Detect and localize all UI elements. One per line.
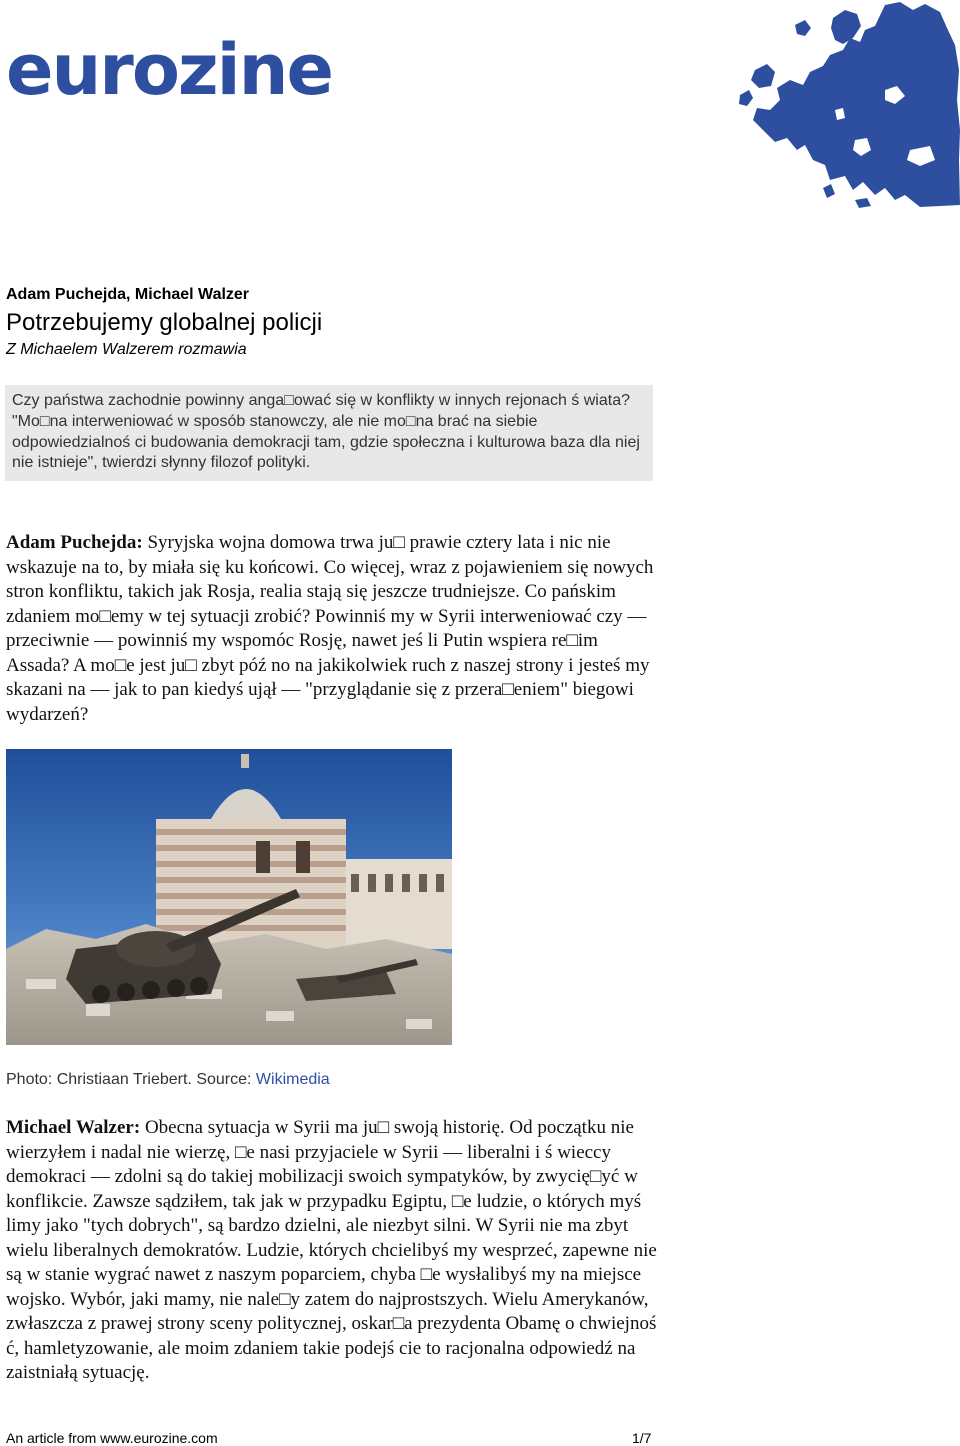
article-lead: Czy państwa zachodnie powinny anga□ować się w konflikty w innych rejonach ś wiata? "Mo□na interweniować w sposób stanowczy, ale nie mo□na brać na siebie odpowiedzialnoś ci budowania demokracji tam, gdzie społeczna i kulturowa baza dla niej nie istnieje", twierdzi słynny filozof polityki. [5, 385, 653, 481]
paragraph-text: Syryjska wojna domowa trwa ju□ prawie cztery lata i nic nie wskazuje na to, by miała się ku końcowi. Co więcej, wraz z pojawieniem się nowych stron konfliktu, takich jak Rosja, realia stają się jeszcze trudniejsze. Co pańskim zdaniem mo□emy w tej sytuacji zrobić? Powinniś my w Syrii interweniować czy –– przeciwnie –– powinniś my wspomóc Rosję, nawet jeś li Putin wspiera re□im Assada? A mo□e jest ju□ zbyt póź no na jakikolwiek ruch z naszej strony i jesteś my skazani na –– jak to pan kiedyś ujął –– "przyglądanie się z przera□eniem" biegowi wydarzeń? [6, 532, 654, 725]
europe-map-icon [735, 0, 960, 210]
photo-caption [6, 1071, 330, 1089]
speaker-name: Adam Puchejda: [6, 532, 143, 553]
interview-question [6, 531, 656, 727]
speaker-name: Michael Walzer: [6, 1117, 141, 1138]
caption-text: Photo: Christiaan Triebert. Source: [6, 1071, 256, 1088]
article-title: Potrzebujemy globalnej policji [6, 309, 323, 336]
interview-answer [6, 1116, 661, 1386]
eurozine-logo[interactable] [6, 29, 332, 111]
page-number: 1/7 [632, 1430, 652, 1446]
article-subtitle: Z Michaelem Walzerem rozmawia [6, 341, 247, 358]
photo-image [6, 749, 452, 1045]
wikimedia-link[interactable]: Wikimedia [255, 1071, 330, 1088]
article-authors: Adam Puchejda, Michael Walzer [6, 286, 250, 303]
footer-source: An article from www.eurozine.com [6, 1430, 218, 1446]
logo-text: eurozine [6, 29, 332, 111]
paragraph-text: Obecna sytuacja w Syrii ma ju□ swoją historię. Od początku nie wierzyłem i nadal nie wierzę, □e nasi przyjaciele w Syrii –– liberalni i ś wieccy demokraci –– zdolni są do takiej mobilizacji swoich sympatyków, by zwycię□yć w konflikcie. Zawsze sądziłem, tak jak w przypadku Egiptu, □e ludzie, o których myś limy jako "tych dobrych", są bardzo dzielni, ale niezbyt silni. W Syrii nie ma zbyt wielu liberalnych demokratów. Ludzie, których chcielibyś my wesprzeć, zapewne nie są w stanie wygrać nawet z naszym poparciem, chyba □e wysłalibyś my na miejsce wojsko. Wybór, jaki mamy, nie nale□y zatem do najprostszych. Wielu Amerykanów, zwłaszcza z prawej strony sceny politycznej, oskar□a prezydenta Obamę o chwiejnoś ć, hamletyzowanie, ale moim zdaniem takie podejś cie to racjonalna odpowiedź na zaistniałą sytuację. [6, 1117, 657, 1383]
